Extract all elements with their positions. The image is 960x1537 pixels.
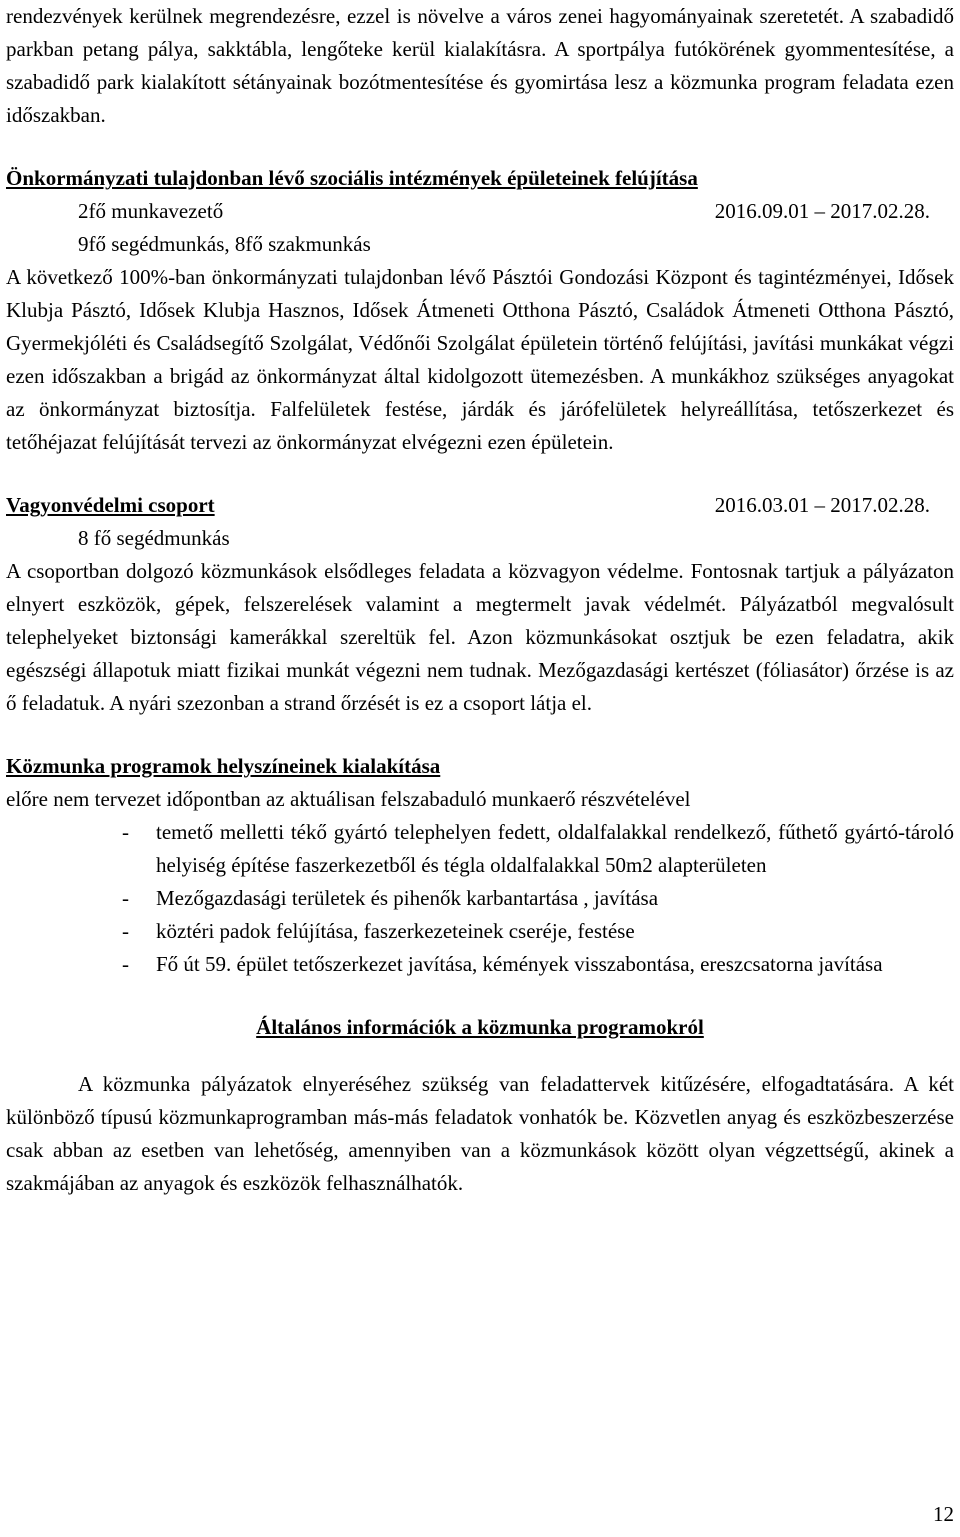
section-heading-security: Vagyonvédelmi csoport [6, 493, 215, 517]
bullet-dash: - [122, 952, 129, 976]
section-intro: előre nem tervezet időpontban az aktuálisan felszabaduló munkaerő részvételével [6, 787, 691, 811]
section-body: A csoportban dolgozó közmunkások elsődleges feladata a közvagyon védelme. Fontosnak tartjuk a pályázaton elnyert eszközök, gépek, felszerelések valamint a megtermelt javak védelmét. Pályázatból megvalósult telephelyeket biztonsági kamerákkal szereltük fel. Azon közmunkásokat osztjuk be ezen feladatra, akik egészségi állapotuk miatt fizikai munkát végezni nem tudnak. Mezőgazdasági kertészet (fóliasátor) őrzése is az ő feladatuk. A nyári szezonban a strand őrzését is ez a csoport látja el. [6, 559, 954, 715]
list-item [6, 816, 954, 882]
staff-line: 8 fő segédmunkás [78, 526, 230, 550]
section-heading-renovation: Önkormányzati tulajdonban lévő szociális intézmények épületeinek felújítása [6, 166, 698, 190]
list-item-text: temető melletti tékő gyártó telephelyen fedett, oldalfalakkal rendelkező, fűthető gyártó-tároló helyiség építése faszerkezetből és tégla oldalfalakkal 50m2 alapterületen [156, 820, 954, 877]
spacer [6, 720, 954, 750]
spacer [6, 132, 954, 162]
list-item [6, 882, 954, 915]
section-heading-sites: Közmunka programok helyszíneinek kialakítása [6, 754, 441, 778]
spacer [6, 1044, 954, 1068]
list-item-text: Fő út 59. épület tetőszerkezet javítása, kémények visszabontása, ereszcsatorna javítása [156, 952, 883, 976]
staff-dates-row [6, 195, 954, 228]
intro-paragraph: rendezvények kerülnek megrendezésre, ezzel is növelve a város zenei hagyományainak szeretetét. A szabadidő parkban petang pálya, sakktábla, lengőteke kerül kialakításra. A sportpálya futókörének gyommentesítése, a szabadidő park kialakított sétányainak bozótmentesítése és gyomirtása lesz a közmunka program feladata ezen időszakban. [6, 4, 954, 127]
list-item [6, 948, 954, 981]
date-range: 2016.03.01 – 2017.02.28. [714, 493, 930, 517]
spacer [6, 459, 954, 489]
list-item-text: Mezőgazdasági területek és pihenők karbantartása , javítása [156, 886, 659, 910]
section-body: A közmunka pályázatok elnyeréséhez szükség van feladattervek kitűzésére, elfogadtatására. A két különböző típusú közmunkaprogramban más-más feladatok vonhatók be. Közvetlen anyag és eszközbeszerzése csak abban az esetben van lehetőség, amennyiben van a közmunkások között olyan végzettségű, akinek a szakmájában az anyagok és eszközök felhasználhatók. [6, 1072, 954, 1195]
task-list [6, 816, 954, 981]
heading-dates-row [6, 489, 954, 522]
document-page [6, 0, 954, 1200]
list-item [6, 915, 954, 948]
spacer [6, 981, 954, 1011]
list-item-text: köztéri padok felújítása, faszerkezeteinek cseréje, festése [156, 919, 635, 943]
staff-line: 2fő munkavezető [78, 199, 224, 223]
bullet-dash: - [122, 919, 129, 943]
staff-line: 9fő segédmunkás, 8fő szakmunkás [78, 232, 371, 256]
date-range: 2016.09.01 – 2017.02.28. [714, 199, 930, 223]
bullet-dash: - [122, 820, 129, 844]
section-heading-general: Általános információk a közmunka programokról [256, 1015, 704, 1039]
page-number: 12 [933, 1502, 954, 1526]
bullet-dash: - [122, 886, 129, 910]
section-body: A következő 100%-ban önkormányzati tulajdonban lévő Pásztói Gondozási Központ és tagintézményei, Idősek Klubja Pásztó, Idősek Klubja Hasznos, Idősek Átmeneti Otthona Pásztó, Családok Átmeneti Otthona Pásztó, Gyermekjóléti és Családsegítő Szolgálat, Védőnői Szolgálat épületein történő felújítási, javítási munkákat végzi ezen időszakban a brigád az önkormányzat által kidolgozott ütemezésben. A munkákhoz szükséges anyagokat az önkormányzat biztosítja. Falfelületek festése, járdák és járófelületek helyreállítása, tetőszerkezet és tetőhéjazat felújítását tervezi az önkormányzat elvégezni ezen épületein. [6, 265, 954, 454]
